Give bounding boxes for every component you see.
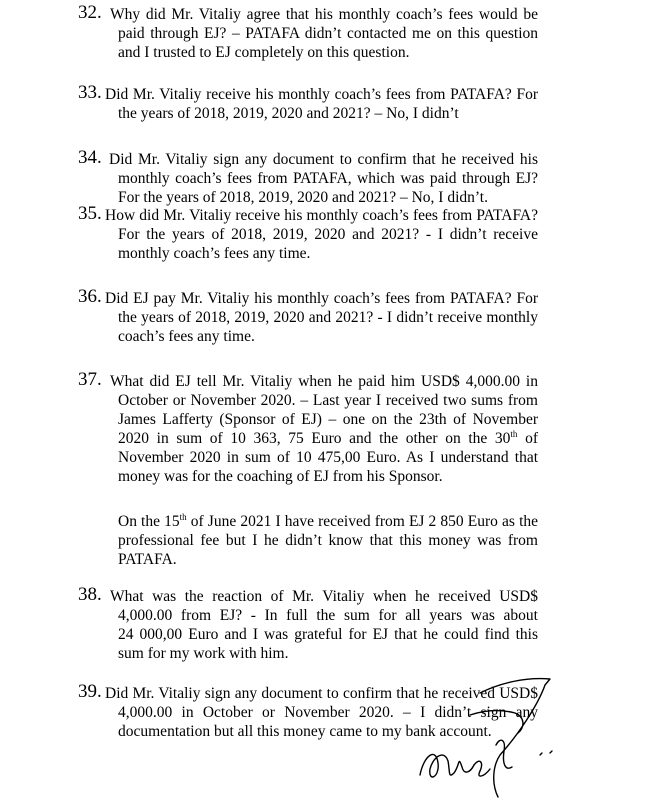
item-text-line: What was the reaction of Mr. Vitaliy when he received USD$ — [110, 588, 538, 605]
item-text-line: Why did Mr. Vitaliy agree that his monthly coach’s fees would be — [110, 6, 538, 23]
item-text-line — [78, 512, 538, 531]
item-text-line: sum for my work with him. — [118, 645, 289, 662]
item-text-line: For the years of 2018, 2019, 2020 and 2021? – No, I didn’t. — [118, 189, 488, 206]
item-text-line: and I trusted to EJ completely on this question. — [118, 44, 410, 61]
item-text-line: the years of 2018, 2019, 2020 and 2021? - I didn’t receive monthly — [118, 309, 538, 326]
item-text-line: Did Mr. Vitaliy sign any document to confirm that he received USD$ — [105, 685, 538, 702]
item-text-line: For the years of 2018, 2019, 2020 and 2021? - I didn’t receive — [118, 226, 538, 243]
item-text-line: monthly coach’s fees from PATAFA, which was paid through EJ? — [118, 170, 538, 187]
item-text-line: the years of 2018, 2019, 2020 and 2021? – No, I didn’t — [118, 105, 459, 122]
item-32 — [78, 2, 538, 62]
item-text-segment: 2020 in sum of 10 363, 75 Euro and the other on the 30 — [118, 430, 511, 447]
item-text-line — [78, 429, 538, 448]
item-number: 38. — [78, 584, 102, 605]
item-text-line: coach’s fees any time. — [118, 328, 255, 345]
item-text-line: documentation but all this money came to my bank account. — [118, 723, 492, 740]
item-34 — [78, 147, 538, 207]
item-text-line: November 2020 in sum of 10 475,00 Euro. As I understand that — [118, 449, 538, 466]
item-number: 33. — [78, 82, 102, 103]
item-text-segment: On the 15 — [118, 513, 180, 530]
item-36 — [78, 286, 538, 346]
ordinal-suffix: th — [510, 429, 518, 439]
item-35 — [78, 203, 538, 263]
item-text-line: paid through EJ? – PATAFA didn’t contacted me on this question — [118, 25, 538, 42]
item-number: 37. — [78, 369, 102, 390]
item-text-line: Did Mr. Vitaliy sign any document to confirm that he received his — [109, 151, 538, 168]
item-text-line: 24 000,00 Euro and I was grateful for EJ that he could find this — [118, 626, 538, 643]
item-text-line: James Lafferty (Sponsor of EJ) – one on the 23th of November — [118, 411, 538, 428]
ordinal-suffix: th — [179, 512, 187, 522]
item-text-line: What did EJ tell Mr. Vitaliy when he paid him USD$ 4,000.00 in — [110, 373, 538, 390]
signature — [400, 675, 600, 800]
item-number: 34. — [78, 147, 102, 168]
item-text-line: monthly coach’s fees any time. — [118, 245, 311, 262]
item-number: 35. — [78, 203, 102, 224]
item-33 — [78, 82, 538, 123]
item-text-line: 4,000.00 from EJ? - In full the sum for all years was about — [118, 607, 538, 624]
item-text-line: PATAFA. — [118, 551, 177, 568]
item-37 — [78, 369, 539, 569]
item-text-line: 4,000.00 in October or November 2020. – I didn’t sign any — [118, 704, 538, 721]
item-text-line: October or November 2020. – Last year I received two sums from — [118, 392, 538, 409]
item-text-line: Did Mr. Vitaliy receive his monthly coach’s fees from PATAFA? For — [105, 86, 538, 103]
item-text-line: professional fee but I he didn’t know that this money was from — [118, 532, 538, 549]
item-38 — [78, 584, 538, 663]
item-number: 36. — [78, 286, 102, 307]
item-text-line: How did Mr. Vitaliy receive his monthly coach’s fees from PATAFA? — [105, 207, 538, 224]
item-number: 39. — [78, 681, 102, 702]
item-text-segment: of — [525, 430, 538, 447]
item-text-line: Did EJ pay Mr. Vitaliy his monthly coach’s fees from PATAFA? For — [105, 290, 538, 307]
item-number: 32. — [78, 2, 102, 23]
item-text-segment: of June 2021 I have received from EJ 2 850 Euro as the — [190, 513, 539, 530]
item-text-line: money was for the coaching of EJ from his Sponsor. — [118, 468, 443, 485]
